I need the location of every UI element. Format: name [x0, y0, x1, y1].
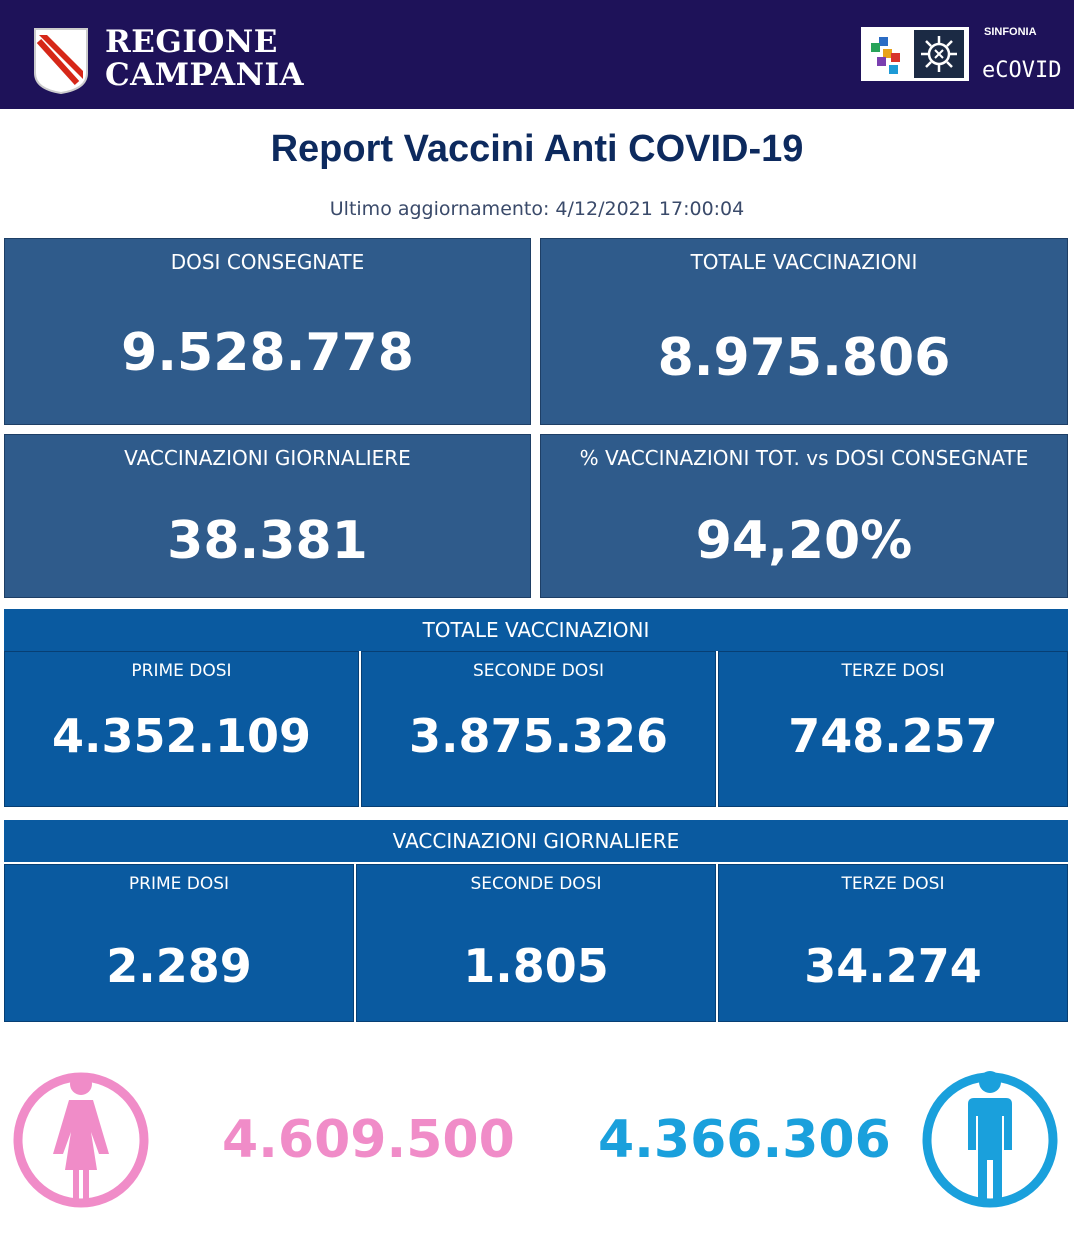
- male-icon: [920, 1070, 1060, 1210]
- card-value: 8.975.806: [657, 328, 951, 388]
- female-icon: [11, 1070, 151, 1210]
- card-value: 94,20%: [695, 511, 913, 571]
- card-label: DOSI CONSEGNATE: [170, 250, 365, 274]
- giornaliere-prime-dosi: [4, 864, 354, 1022]
- cell-label: SECONDE DOSI: [470, 874, 602, 894]
- male-count: 4.366.306: [598, 1110, 891, 1170]
- section-totale-heading: TOTALE VACCINAZIONI: [4, 609, 1068, 651]
- card-value: 38.381: [167, 511, 368, 571]
- brand-name: eCOVID: [982, 58, 1062, 83]
- cell-value: 1.805: [463, 939, 609, 993]
- card-label: VACCINAZIONI GIORNALIERE: [124, 446, 411, 470]
- brand-small-label: SINFONIA: [984, 26, 1037, 38]
- cell-value: 2.289: [106, 939, 252, 993]
- card-totale-vaccinazioni: [540, 238, 1068, 425]
- cell-value: 748.257: [788, 709, 998, 763]
- card-label: % VACCINAZIONI TOT. vs DOSI CONSEGNATE: [579, 446, 1029, 470]
- totale-prime-dosi: [4, 651, 359, 807]
- region-shield-icon: [33, 27, 89, 95]
- female-count: 4.609.500: [222, 1110, 515, 1170]
- pixel-squares-icon: [869, 35, 909, 75]
- cell-label: TERZE DOSI: [841, 874, 945, 894]
- cell-label: PRIME DOSI: [131, 661, 232, 681]
- giornaliere-terze-dosi: [718, 864, 1068, 1022]
- totale-terze-dosi: [718, 651, 1068, 807]
- sinfonia-logo: [861, 27, 969, 81]
- header-bar: [0, 0, 1074, 109]
- region-name-line1: REGIONE: [105, 24, 278, 60]
- region-name: [105, 26, 304, 92]
- last-updated: Ultimo aggiornamento: 4/12/2021 17:00:04: [329, 198, 745, 220]
- region-name-line2: CAMPANIA: [105, 57, 305, 93]
- cell-label: TERZE DOSI: [841, 661, 945, 681]
- page-title: Report Vaccini Anti COVID-19: [270, 128, 804, 170]
- cell-value: 3.875.326: [409, 709, 668, 763]
- cell-label: PRIME DOSI: [128, 874, 230, 894]
- card-vaccinazioni-giornaliere: [4, 434, 531, 598]
- totale-seconde-dosi: [361, 651, 716, 807]
- giornaliere-seconde-dosi: [356, 864, 716, 1022]
- card-value: 9.528.778: [121, 323, 414, 383]
- virus-icon: [914, 30, 964, 78]
- cell-value: 34.274: [804, 939, 982, 993]
- section-giornaliere-heading: VACCINAZIONI GIORNALIERE: [4, 820, 1068, 862]
- card-percentuale: [540, 434, 1068, 598]
- cell-label: SECONDE DOSI: [472, 661, 604, 681]
- card-dosi-consegnate: [4, 238, 531, 425]
- cell-value: 4.352.109: [52, 709, 311, 763]
- card-label: TOTALE VACCINAZIONI: [690, 250, 918, 274]
